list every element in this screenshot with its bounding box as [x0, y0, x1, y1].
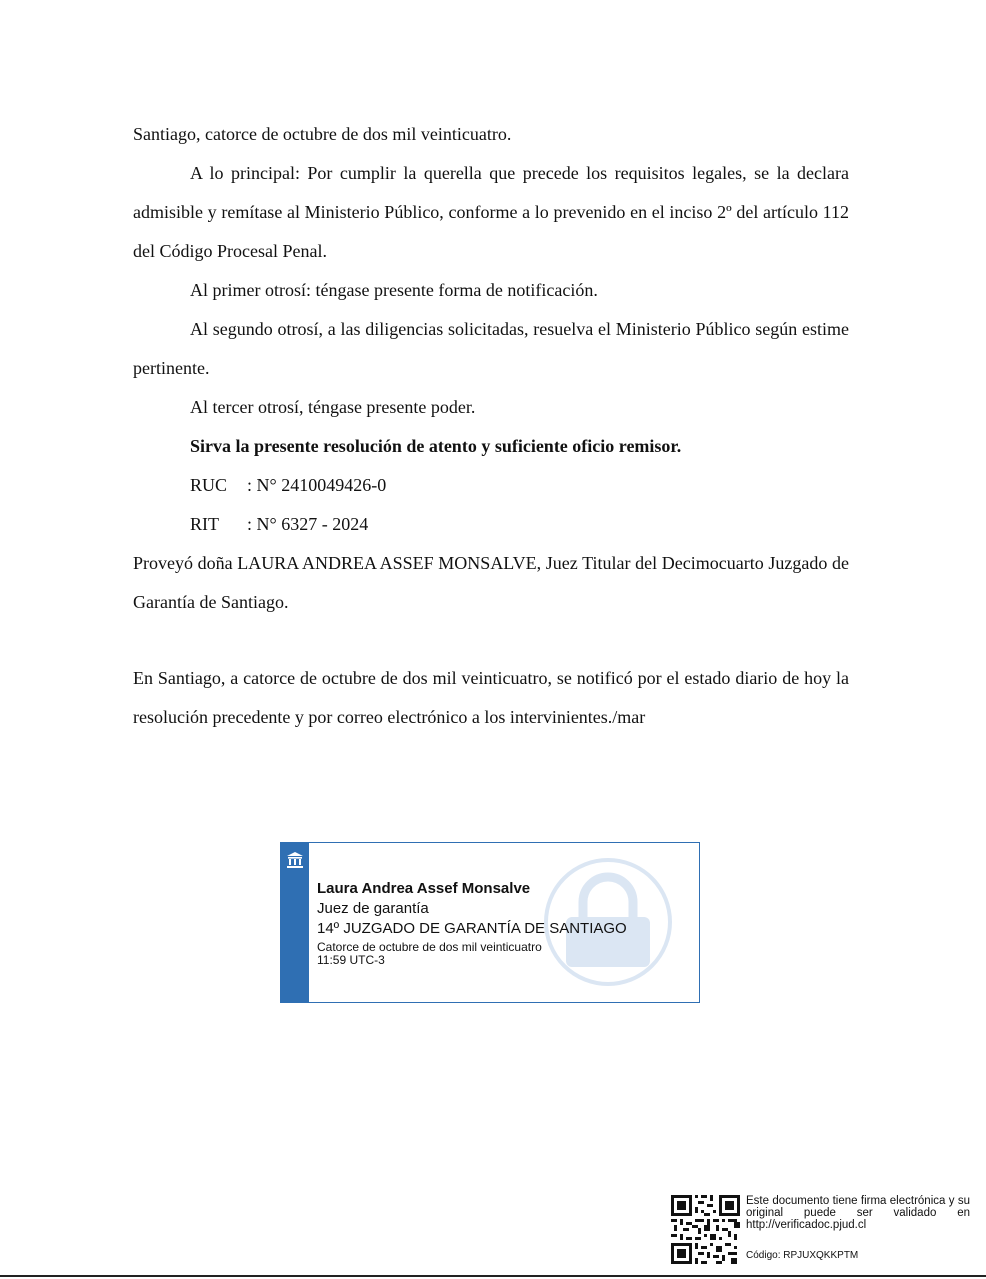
- signer-role: Juez de garantía: [317, 900, 429, 917]
- rit-label: RIT: [190, 514, 219, 534]
- paragraph-otrosi-1: Al primer otrosí: téngase presente forma de notificación.: [190, 280, 598, 300]
- verification-code: Código: RPJUXQKKPTM: [746, 1250, 859, 1261]
- provided-by: Proveyó doña LAURA ANDREA ASSEF MONSALVE, Juez Titular del Decimocuarto Juzgado de Garantía de Santiago.: [133, 553, 849, 612]
- signer-court: 14º JUZGADO DE GARANTÍA DE SANTIAGO: [317, 920, 627, 937]
- ruc-line: [133, 466, 849, 505]
- signer-name: Laura Andrea Assef Monsalve: [317, 880, 531, 897]
- signature-time: 11:59 UTC-3: [317, 953, 385, 967]
- signature-accent-bar: [281, 843, 309, 1002]
- verification-notice: Este documento tiene firma electrónica y su original puede ser validado en http://verificadoc.pjud.cl: [746, 1195, 970, 1231]
- paragraph-otrosi-3: Al tercer otrosí, téngase presente poder.: [190, 397, 476, 417]
- signature-date: Catorce de octubre de dos mil veinticuatro: [317, 940, 542, 954]
- ruc-label: RUC: [190, 475, 228, 495]
- courthouse-icon: [286, 851, 304, 869]
- rit-line: [133, 505, 849, 544]
- paragraph-otrosi-2: Al segundo otrosí, a las diligencias solicitadas, resuelva el Ministerio Público según estime pertinente.: [133, 319, 849, 378]
- oficio-remisor-line: Sirva la presente resolución de atento y suficiente oficio remisor.: [190, 436, 682, 456]
- rit-value: : N° 6327 - 2024: [247, 514, 369, 534]
- paragraph-principal: A lo principal: Por cumplir la querella que precede los requisitos legales, se la declara admisible y remítase al Ministerio Público, conforme a lo prevenido en el inciso 2º del artículo 112 del Código Procesal Penal.: [133, 163, 849, 261]
- date-line: Santiago, catorce de octubre de dos mil veinticuatro.: [133, 124, 512, 144]
- electronic-signature-box: [280, 842, 700, 1003]
- page-bottom-rule: [0, 1275, 986, 1277]
- qr-code-icon: [671, 1195, 740, 1264]
- ruc-value: : N° 2410049426-0: [247, 475, 387, 495]
- resolution-body: [133, 115, 849, 622]
- notification-paragraph: En Santiago, a catorce de octubre de dos mil veinticuatro, se notificó por el estado diario de hoy la resolución precedente y por correo electrónico a los intervinientes./mar: [133, 668, 849, 727]
- signature-details: [317, 879, 627, 967]
